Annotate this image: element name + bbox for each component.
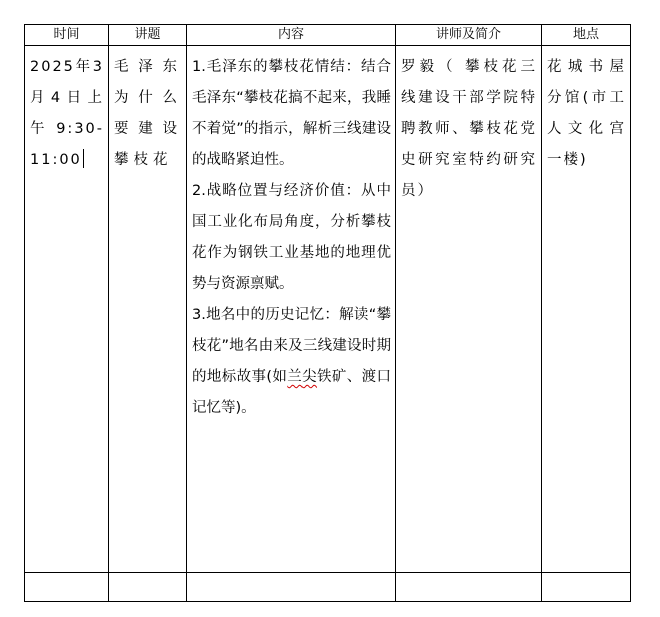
- schedule-table: [24, 24, 631, 602]
- spellcheck-underline: 尖: [302, 369, 318, 385]
- empty-cell[interactable]: [25, 573, 109, 602]
- topic-text: 毛泽东为什么要建设攀枝花: [114, 59, 182, 168]
- empty-cell[interactable]: [396, 573, 542, 602]
- header-location: 地点: [542, 25, 631, 46]
- content-item: 1.毛泽东的攀枝花情结：结合毛泽东“攀枝花搞不起来，我睡不着觉”的指示，解析三线建设的战略紧迫性。: [192, 59, 391, 168]
- header-row: [25, 25, 631, 46]
- header-time: 时间: [25, 25, 109, 46]
- time-cell[interactable]: [25, 46, 109, 573]
- header-topic: 讲题: [109, 25, 187, 46]
- empty-cell[interactable]: [542, 573, 631, 602]
- topic-cell[interactable]: [109, 46, 187, 573]
- content-item: [192, 300, 391, 424]
- content-item-text: 3.地名中的历史记忆：解读“攀枝花”地名由来及三线建设时期的地标故事(如: [192, 307, 391, 385]
- empty-cell[interactable]: [109, 573, 187, 602]
- content-item-text: 铁矿、渡口记忆等)。: [192, 369, 392, 416]
- header-lecturer: 讲师及简介: [396, 25, 542, 46]
- spellcheck-underline: 兰: [287, 369, 303, 385]
- location-cell[interactable]: [542, 46, 631, 573]
- time-text: 2025年3月4日上午9:30-11:00: [30, 59, 104, 168]
- empty-row: [25, 573, 631, 602]
- text-cursor: [83, 149, 84, 168]
- table-row: [25, 46, 631, 573]
- lecturer-cell[interactable]: [396, 46, 542, 573]
- content-cell[interactable]: [187, 46, 396, 573]
- content-item: 2.战略位置与经济价值：从中国工业化布局角度，分析攀枝花作为钢铁工业基地的地理优势与资源禀赋。: [192, 183, 391, 292]
- location-text: 花城书屋分馆(市工人文化宫一楼): [547, 59, 626, 168]
- empty-cell[interactable]: [187, 573, 396, 602]
- lecturer-text: 罗毅（ 攀枝花三线建设干部学院特聘教师、攀枝花党史研究室特约研究员）: [401, 59, 537, 199]
- header-content: 内容: [187, 25, 396, 46]
